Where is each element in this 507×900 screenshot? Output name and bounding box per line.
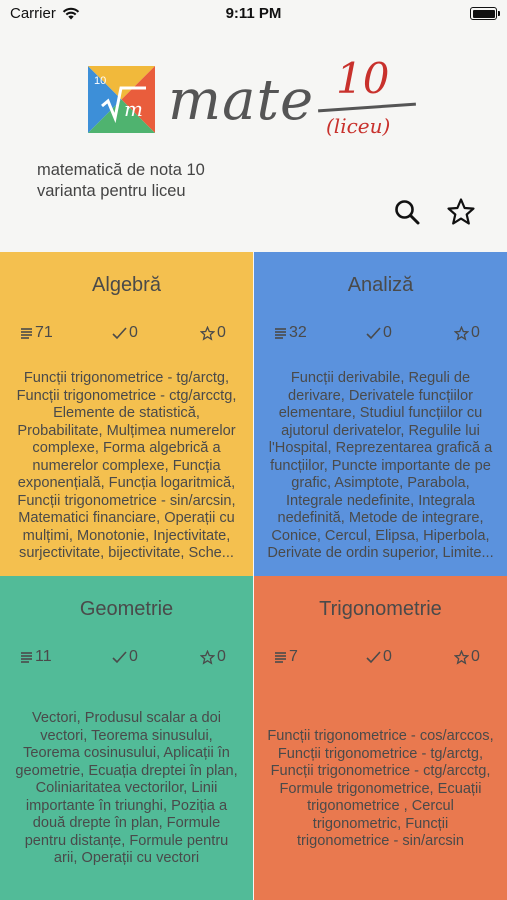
card-description: Funcții derivabile, Reguli de derivare, Derivatele funcțiilor elementare, Studiul funcțiilor cu ajutorul derivatelor, Regulile lui l'Hospital, Reprezentarea grafică a funcțiilor, Puncte importante de pe grafic, Asimptote, Parabola, Integrale nedefinite, Integrala nedefinită, Metode de integrare, Conice, Cercul, Elipsa, Hiperbola, Derivate de ordin superior, Limite...	[267, 370, 494, 561]
category-card-algebra[interactable]	[0, 252, 253, 576]
solved-count	[112, 324, 138, 342]
category-grid	[0, 252, 507, 900]
solved-count	[366, 648, 392, 666]
category-card-trigonometrie[interactable]	[254, 576, 507, 900]
list-icon	[274, 651, 287, 663]
header	[0, 30, 507, 252]
star-outline-icon	[454, 326, 469, 341]
star-outline-icon	[200, 650, 215, 665]
favorite-count	[200, 648, 226, 666]
checkmark-icon	[366, 651, 381, 664]
favorite-count-value: 0	[217, 324, 226, 341]
favorites-button[interactable]	[443, 194, 479, 230]
card-description: Funcții trigonometrice - cos/arccos, Funcții trigonometrice - tg/arctg, Funcții trigonometrice - ctg/arcctg, Formule trigonometrice, Ecuații trigonometrice , Cercul trigonometric, Funcții trigonometrice - sin/arcsin	[267, 728, 494, 849]
star-icon	[446, 197, 476, 227]
star-outline-icon	[200, 326, 215, 341]
problem-count-value: 11	[35, 648, 52, 665]
tagline-line-1: matematică de nota 10	[37, 161, 205, 179]
card-description: Funcții trigonometrice - tg/arctg, Funcții trigonometrice - ctg/arcctg, Elemente de statistică, Probabilitate, Mulțimea numerelor complexe, Forma algebrică a numerelor complexe, Funcția exponențială, Funcția logaritmică, Funcții trigonometrice - sin/arcsin, Matematici financiare, Operații cu mulțimi, Monotonie, Injectivitate, surjectivitate, bijectivitate, Sche...	[16, 370, 237, 561]
list-icon	[20, 327, 33, 339]
logo-text: mate	[168, 68, 315, 133]
star-outline-icon	[454, 650, 469, 665]
logo-subtitle: (liceu)	[326, 114, 391, 138]
solved-count-value: 0	[129, 648, 138, 665]
solved-count-value: 0	[129, 324, 138, 341]
solved-count-value: 0	[383, 324, 392, 341]
card-title: Analiză	[347, 274, 414, 296]
checkmark-icon	[366, 327, 381, 340]
checkmark-icon	[112, 327, 127, 340]
problem-count	[274, 648, 298, 666]
logo-number: 10	[336, 54, 390, 103]
status-time: 9:11 PM	[225, 5, 282, 22]
search-icon	[393, 198, 421, 226]
card-title: Trigonometrie	[319, 598, 442, 620]
tagline-line-2: varianta pentru liceu	[37, 182, 186, 200]
solved-count	[112, 648, 138, 666]
favorite-count-value: 0	[217, 648, 226, 665]
favorite-count	[454, 324, 480, 342]
search-button[interactable]	[389, 194, 425, 230]
favorite-count	[454, 648, 480, 666]
solved-count-value: 0	[383, 648, 392, 665]
list-icon	[20, 651, 33, 663]
problem-count-value: 71	[35, 324, 53, 341]
favorite-count-value: 0	[471, 648, 480, 665]
card-title: Geometrie	[79, 598, 174, 620]
card-title: Algebră	[92, 274, 161, 296]
carrier-label: Carrier	[10, 5, 56, 22]
favorite-count	[200, 324, 226, 342]
tagline	[37, 160, 205, 202]
problem-count	[20, 648, 52, 666]
category-card-analiza[interactable]	[254, 252, 507, 576]
app-logo-badge	[88, 66, 155, 133]
card-description: Vectori, Produsul scalar a doi vectori, Teorema sinusului, Teorema cosinusului, Aplicații în geometrie, Ecuația dreptei în plan, Coliniaritatea vectorilor, Linii importante în triunghi, Poziția a două drepte în plan, Formule pentru distanțe, Formule pentru arii, Operații cu vectori	[15, 710, 238, 866]
battery-icon	[470, 7, 497, 20]
problem-count	[20, 324, 53, 342]
solved-count	[366, 324, 392, 342]
problem-count-value: 32	[289, 324, 307, 341]
logo-badge-number: 10	[94, 75, 107, 87]
problem-count	[274, 324, 307, 342]
category-card-geometrie[interactable]	[0, 576, 253, 900]
checkmark-icon	[112, 651, 127, 664]
problem-count-value: 7	[289, 648, 298, 665]
status-bar	[0, 0, 507, 30]
favorite-count-value: 0	[471, 324, 480, 341]
svg-text:m: m	[124, 97, 143, 121]
logo-underline	[318, 103, 416, 113]
list-icon	[274, 327, 287, 339]
